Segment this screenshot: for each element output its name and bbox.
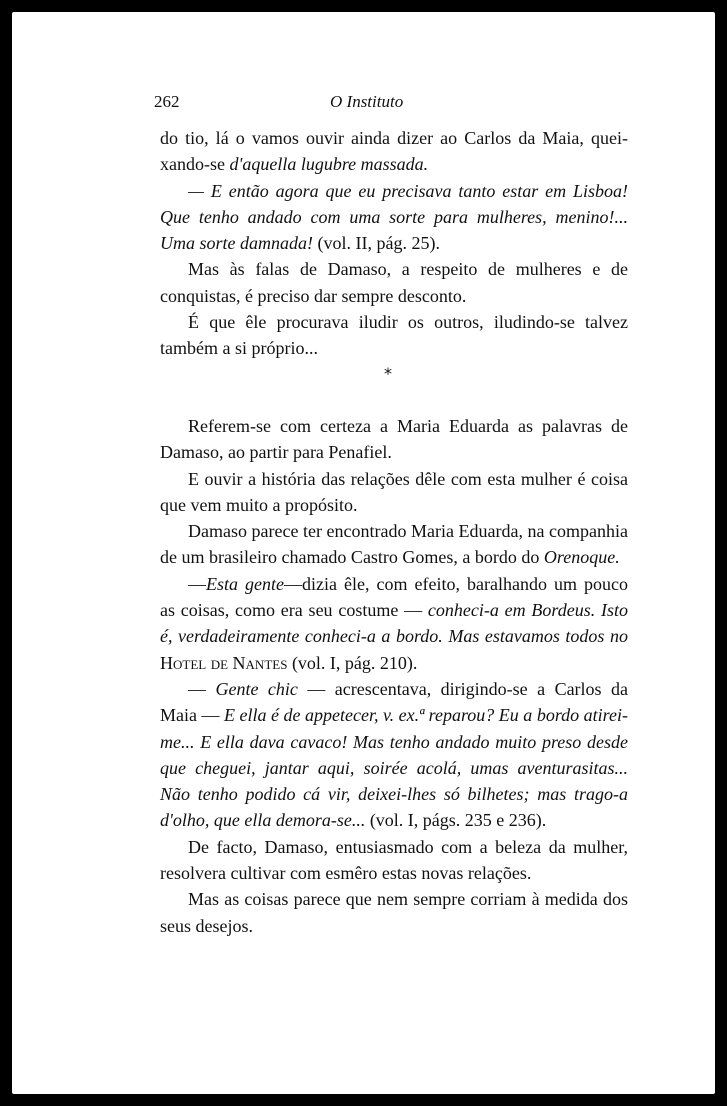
page-number: 262 [154,92,180,111]
paragraph: De facto, Damaso, entusiasmado com a beleza da mulher, resolvera cultivar com esmêro estas novas relações. [160,836,628,884]
paragraph: E ouvir a história das relações dêle com esta mulher é coisa que vem muito a propósito. [160,468,628,515]
text-section-2 [160,413,628,939]
running-title: O Instituto [330,92,404,111]
paragraph: — E então agora que eu precisava tanto estar em Lisboa! Que tenho andado com uma sorte para mulheres, menino!... Uma sorte damnada! (vol. II, pág. 25). [160,180,628,254]
paragraph: —Esta gente—dizia êle, com efeito, baralhando um pouco as coisas, como era seu costume — conheci-a em Bordeus. Isto é, verdadeiramente conheci-a a bordo. Mas estavamos todos no Hotel de Nantes (vol. I, pág. 210). [160,573,628,673]
paragraph: Referem-se com certeza a Maria Eduarda as palavras de Damaso, ao partir para Penafiel. [160,416,628,463]
section-separator-asterisk: * [384,364,392,383]
paragraph: — Gente chic — acrescentava, dirigindo-se a Carlos da Maia — E ella é de appetecer, v. ex.ª reparou? Eu a bordo atirei-me... E ella dava cavaco! Mas tenho andado muito preso desde que cheguei, jantar aqui, soirée acolá, umas aventurasitas... Não tenho podido cá vir, deixei-lhes só bilhetes; mas trago-a d'olho, que ella demora-se... (vol. I, págs. 235 e 236). [160,678,629,831]
book-page [12,12,715,1094]
text-section-1 [160,125,628,362]
paragraph: Mas às falas de Damaso, a respeito de mulheres e de conquistas, é preciso dar sempre desconto. [160,259,628,306]
page-header [12,92,715,122]
paragraph: Mas as coisas parece que nem sempre corriam à medida dos seus desejos. [160,889,628,936]
paragraph: É que êle procurava iludir os outros, iludindo-se talvez também a si próprio... [160,312,628,359]
paragraph: do tio, lá o vamos ouvir ainda dizer ao Carlos da Maia, queixando-se d'aquella lugubre massada. [160,128,628,175]
paragraph: Damaso parece ter encontrado Maria Eduarda, na companhia de um brasileiro chamado Castro Gomes, a bordo do Orenoque. [160,521,628,568]
